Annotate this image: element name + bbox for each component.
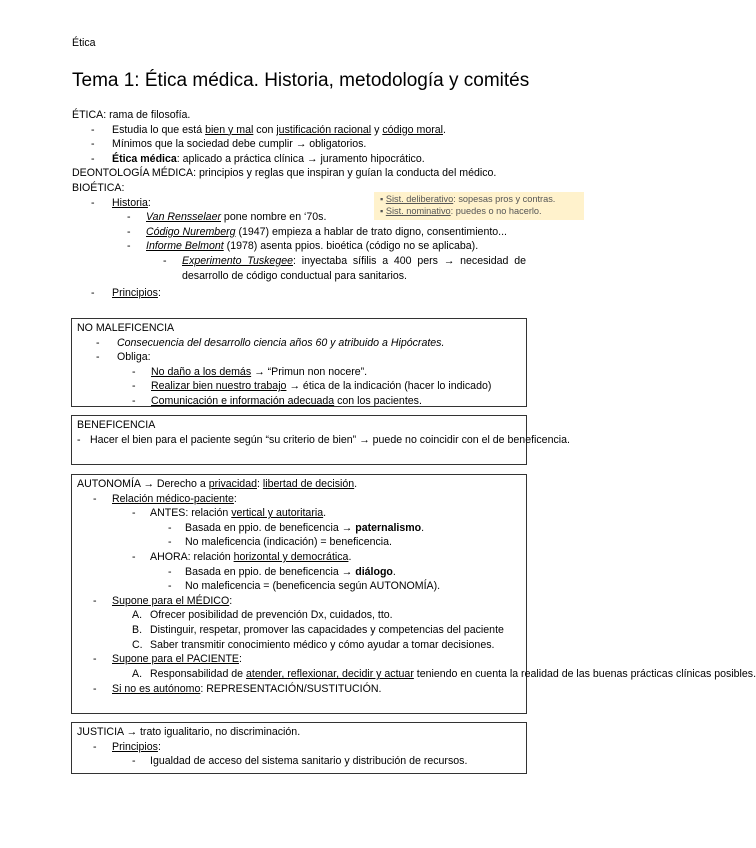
list-item [77, 535, 518, 550]
text: AHORA: relación [150, 551, 234, 564]
list-item [77, 365, 518, 380]
text: AUTONOMÍA → Derecho a [77, 478, 209, 490]
list-item [77, 740, 518, 755]
underlined-italic-text: Informe Belmont [146, 240, 224, 253]
underlined-text: atender, reflexionar, decidir y actuar [246, 667, 414, 680]
text: : [229, 594, 233, 607]
text: Mínimos que la sociedad debe cumplir → obligatorios. [112, 138, 367, 151]
bullet-dash: - [91, 138, 95, 151]
bullet-dash: - [127, 211, 131, 224]
text: : [239, 653, 242, 666]
bullet-dash: - [168, 580, 172, 593]
box-heading: BENEFICENCIA [77, 419, 156, 431]
underlined-italic-text: Código Nuremberg [146, 225, 236, 238]
text: No maleficencia (indicación) = beneficencia. [185, 536, 392, 549]
marker-b: B. [132, 624, 143, 637]
list-item [77, 492, 518, 507]
marker-c: C. [132, 638, 143, 651]
underlined-text: justificación racional [276, 123, 372, 136]
bold-text: paternalismo [355, 521, 422, 534]
text: ANTES: relación [150, 507, 232, 520]
marker-a: A. [132, 609, 143, 622]
text: . [323, 507, 327, 520]
bullet-dash: - [132, 365, 136, 378]
bullet-dash: - [91, 152, 95, 165]
list-item [77, 652, 518, 667]
box-heading: NO MALEFICENCIA [77, 322, 175, 334]
bullet-dash: - [132, 755, 136, 768]
bullet-dash: - [77, 433, 81, 446]
text: No maleficencia = (beneficencia según AUTONOMÍA). [185, 580, 441, 593]
text: Basada en ppio. de beneficencia → [185, 565, 356, 578]
side-note [374, 192, 584, 220]
box-heading: JUSTICIA → trato igualitario, no discriminación. [77, 726, 301, 738]
etica-text: : rama de filosofía. [103, 109, 191, 121]
bullet-dash: - [132, 380, 136, 393]
list-item [77, 638, 518, 653]
text: (1947) empieza a hablar de trato digno, consentimiento... [235, 225, 507, 238]
list-item [77, 521, 518, 536]
list-item [77, 579, 518, 594]
bullet-dash: - [91, 287, 95, 300]
text: Hacer el bien para el paciente según “su criterio de bien” → puede no coincidir con el de beneficencia. [90, 433, 570, 446]
list-item [77, 379, 518, 394]
text: : aplicado a práctica clínica → juramento hipocrático. [176, 152, 425, 165]
text: : [233, 492, 237, 505]
list-item [77, 433, 570, 448]
beneficencia-box [71, 415, 570, 465]
bullet-dash: - [96, 336, 100, 349]
underlined-text: libertad de decisión [262, 478, 355, 490]
historia-heading: Historia [112, 196, 148, 209]
underlined-text: Relación médico-paciente [112, 492, 234, 505]
list-item [77, 394, 518, 409]
text: → “Primun non nocere”. [251, 365, 368, 378]
text: Estudia lo que está [112, 123, 206, 136]
list-item [77, 667, 756, 682]
note-item: ▪ Sist. deliberativo: sopesas pros y contras. [380, 194, 556, 204]
text: pone nombre en ‘70s. [220, 211, 327, 224]
underlined-text: Principios [112, 740, 158, 753]
note-item: ▪ Sist. nominativo: puedes o no hacerlo. [380, 206, 542, 217]
underlined-text: bien y mal [205, 123, 254, 136]
text: Basada en ppio. de beneficencia → [185, 521, 356, 534]
bioetica-heading: BIOÉTICA: [72, 182, 125, 195]
underlined-text: No daño a los demás [151, 365, 252, 378]
text: . [392, 565, 396, 578]
text: → ética de la indicación (hacer lo indicado) [286, 380, 492, 393]
list-item [72, 225, 532, 240]
bullet-dash: - [93, 682, 97, 695]
text: : [157, 287, 161, 300]
bold-text: Ética médica [112, 152, 177, 165]
bullet-dash: - [127, 225, 131, 238]
text: Saber transmitir conocimiento médico y cómo ayudar a tomar decisiones. [150, 638, 495, 651]
underlined-italic-text: Experimento Tuskegee [182, 255, 293, 268]
etica-definition [72, 108, 532, 123]
text: : puedes o no hacerlo. [450, 206, 542, 217]
list-item [77, 754, 518, 769]
no-maleficencia-box [71, 318, 527, 407]
text: Responsabilidad de [150, 667, 247, 680]
bullet-dash: - [91, 123, 95, 136]
bullet-dash: - [93, 594, 97, 607]
underlined-text: Supone para el MÉDICO [112, 594, 230, 607]
box-heading [77, 477, 518, 492]
bullet-dash: - [93, 740, 97, 753]
page-title: Tema 1: Ética médica. Historia, metodología y comités [72, 70, 530, 91]
bullet-dash: - [127, 240, 131, 253]
principios-heading: Principios [112, 287, 158, 300]
bullet-dash: - [132, 395, 136, 408]
list-item [77, 336, 518, 351]
list-item [77, 682, 518, 697]
text: Ofrecer posibilidad de prevención Dx, cuidados, tto. [150, 609, 393, 622]
underlined-text: Si no es autónomo [112, 682, 201, 695]
text: (1978) asenta ppios. bioética (código no se aplicaba). [223, 240, 479, 253]
text: : REPRESENTACIÓN/SUSTITUCIÓN. [200, 682, 382, 695]
page-header: Ética [72, 37, 96, 49]
list-item [72, 239, 532, 254]
list-item [72, 254, 526, 283]
text: y [371, 123, 383, 136]
list-item [72, 123, 532, 138]
text: : sopesas pros y contras. [453, 194, 556, 204]
underlined-italic-text: Van Rensselaer [146, 211, 221, 224]
bullet-dash: - [163, 255, 167, 268]
justicia-box [71, 722, 527, 774]
underlined-text: vertical y autoritaria [231, 507, 324, 520]
underlined-text: Realizar bien nuestro trabajo [151, 380, 287, 393]
bullet-dash: - [168, 565, 172, 578]
etica-label: ÉTICA [72, 109, 104, 121]
text: Distinguir, respetar, promover las capacidades y competencias del paciente [150, 624, 504, 637]
underlined-text: horizontal y democrática [233, 551, 349, 564]
text: con [253, 123, 277, 136]
list-item [77, 594, 518, 609]
underlined-text: Comunicación e información adecuada [151, 395, 335, 408]
underlined-text: Supone para el PACIENTE [112, 653, 239, 666]
text: teniendo en cuenta la realidad de las buenas prácticas clínicas posibles. [413, 667, 756, 680]
deontologia-definition: DEONTOLOGÍA MÉDICA: principios y reglas que inspiran y guían la conducta del médico. [72, 167, 497, 180]
bullet-dash: - [93, 492, 97, 505]
text: : inyectaba sífilis a 400 pers → necesidad de desarrollo de código conductual para sanitarios. [182, 255, 526, 282]
text: . [354, 478, 358, 490]
bullet-dash: - [96, 351, 100, 364]
text: : [157, 740, 161, 753]
italic-text: Consecuencia del desarrollo ciencia años 60 y atribuido a Hipócrates. [117, 336, 445, 349]
list-item [77, 506, 518, 521]
list-item [72, 137, 532, 152]
list-item [77, 350, 518, 365]
text: con los pacientes. [334, 395, 422, 408]
bullet-dash: - [91, 196, 95, 209]
underlined-text: privacidad [208, 478, 257, 490]
text: . [348, 551, 352, 564]
list-item [72, 152, 532, 167]
bullet-dash: - [132, 551, 136, 564]
text: . [421, 521, 425, 534]
list-item [77, 608, 518, 623]
text: : [256, 478, 263, 490]
text: . [442, 123, 446, 136]
list-item [77, 623, 518, 638]
bold-text: diálogo [355, 565, 393, 578]
list-item [72, 286, 532, 301]
underlined-text: Sist. deliberativo [385, 194, 454, 204]
bullet-dash: - [132, 507, 136, 520]
autonomia-box [71, 474, 756, 714]
list-item [77, 550, 518, 565]
underlined-text: Sist. nominativo [385, 206, 451, 217]
list-item [77, 565, 518, 580]
bullet-dash: - [168, 536, 172, 549]
text: Igualdad de acceso del sistema sanitario y distribución de recursos. [150, 755, 468, 768]
underlined-text: código moral [382, 123, 443, 136]
marker-a: A. [132, 667, 143, 680]
text: Obliga: [117, 351, 151, 364]
text: : [147, 196, 151, 209]
bullet-dash: - [93, 653, 97, 666]
bullet-dash: - [168, 521, 172, 534]
